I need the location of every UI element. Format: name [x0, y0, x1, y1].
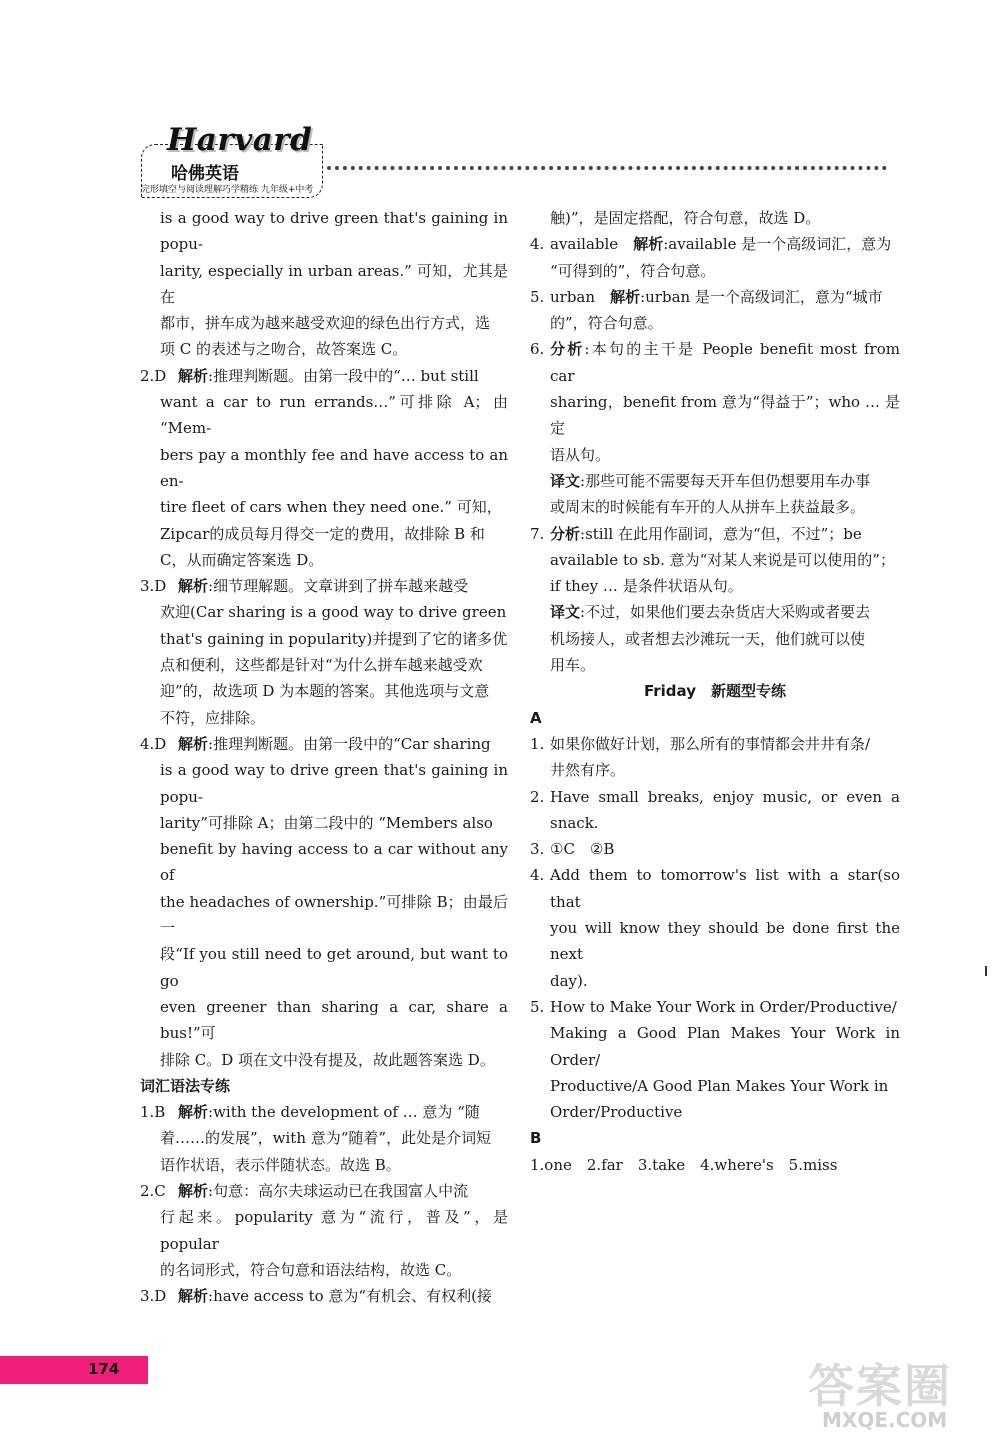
dotted-divider — [327, 166, 887, 170]
logo-title-cn: 哈佛英语 — [171, 164, 239, 184]
answer-item-2: 2.D 解析:推理判断题。由第一段中的“… but still want a car to run errands…”可排除 A；由 “Mem- bers pay a monthly fee and have access to an en- tire fleet of cars when they need one.” 可知， Zipcar的成员每月得交一定的费用，故排除 B 和 C，从而确定答案选 D。 — [140, 366, 508, 569]
friday-b-answers: 1.one 2.far 3.take 4.where's 5.miss — [530, 1155, 838, 1174]
answer-item-3: 3.D 解析:细节理解题。文章讲到了拼车越来越受 欢迎(Car sharing is a good way to drive green that's gaining in popularity)并提到了它的诸多优 点和便利，这些都是针对“为什么拼车越来越受欢 迎”的，故选项 D 为本题的答案。其他选项与文意 不符，应排除。 — [140, 577, 508, 727]
vocab-item-1: 1.B 解析:with the development of … 意为 “随 着……的发展”，with 意为“随着”，此处是介词短 语作状语，表示伴随状态。故选 B。 — [140, 1103, 492, 1174]
friday-a-item-4: 4. Add them to tomorrow's list with a star(so that you will know they should be done first the next day). — [530, 866, 900, 990]
logo-subtitle: 完形填空与阅读理解巧学精练 九年级+中考 — [141, 185, 314, 195]
right-continuation-line: 触)”，是固定搭配，符合句意，故选 D。 — [550, 209, 821, 227]
answer-item-4: 4.D 解析:推理判断题。由第一段中的“Car sharing is a good way to drive green that's gaining in popu- larity”可排除 A；由第二段中的 “Members also benefit by having access to a car without any of the headaches of ownership.”可排除 B；由最后一 段“If you still need to get around, but want to go even greener than sharing a car, share a bus!”可 排除 C。D 项在文中没有提及，故此题答案选 D。 — [140, 734, 508, 1069]
sentence-analysis-7: 7. 分析:still 在此用作副词，意为“但，不过”；be available to sb. 意为“对某人来说是可以使用的”； if they … 是条件状语从句。 译文:不过，如果他们要去杂货店大采购或者要去 机场接人，或者想去沙滩玩一天，他们就可以使 用车。 — [530, 524, 895, 675]
friday-a-item-3: 3. ①C ②B — [530, 840, 615, 859]
logo-title-en: Harvard — [167, 122, 313, 158]
page-number: 174 — [88, 1360, 120, 1378]
vocab-item-4: 4. available 解析:available 是一个高级词汇，意为 “可得到的”，符合句意。 — [530, 235, 892, 280]
page-header — [137, 122, 897, 202]
page-number-bar — [0, 1356, 148, 1384]
friday-a-item-1: 1. 如果你做好计划，那么所有的事情都会井井有条/ 井然有序。 — [530, 734, 871, 780]
sentence-analysis-6: 6. 分析:本句的主干是 People benefit most from car sharing，benefit from 意为“得益于”；who … 是定 语从句。 译文:那些可能不需要每天开车但仍想要用车办事 或周末的时候能有车开的人从拼车上获益最多。 — [530, 340, 900, 517]
friday-a-item-5: 5. How to Make Your Work in Order/Productive/ Making a Good Plan Makes Your Work in Order/ Productive/A Good Plan Makes Your Work in Order/Productive — [530, 997, 900, 1122]
right-column — [530, 205, 900, 1178]
vocab-item-3: 3.D 解析:have access to 意为“有机会、有权利(接 — [140, 1287, 492, 1306]
vocab-item-5: 5. urban 解析:urban 是一个高级词汇，意为“城市 的”，符合句意。 — [530, 287, 883, 333]
left-continuation-paragraph: is a good way to drive green that's gaining in popu- larity, especially in urban areas.” 可知，尤其是在 都市，拼车成为越来越受欢迎的绿色出行方式，选 项 C 的表述与之吻合，故答案选 C。 — [160, 209, 508, 359]
margin-mark — [985, 966, 987, 976]
watermark-text-cn: 答案圈 — [808, 1359, 952, 1413]
vocab-item-2: 2.C 解析:句意：高尔夫球运动已在我国富人中流 行起来。popularity 意为“流行，普及”，是 popular 的名词形式，符合句意和语法结构，故选 C。 — [140, 1181, 508, 1279]
watermark-text-url: MXQE.COM — [822, 1408, 948, 1432]
section-label-a: A — [530, 708, 542, 727]
section-label-b: B — [530, 1129, 542, 1148]
section-title-vocab: 词汇语法专练 — [140, 1076, 231, 1095]
watermark-logo — [808, 1350, 992, 1434]
left-column — [140, 205, 508, 1309]
section-title-friday: Friday 新题型专练 — [643, 682, 786, 701]
friday-a-item-2: 2. Have small breaks, enjoy music, or even a snack. — [530, 787, 900, 832]
